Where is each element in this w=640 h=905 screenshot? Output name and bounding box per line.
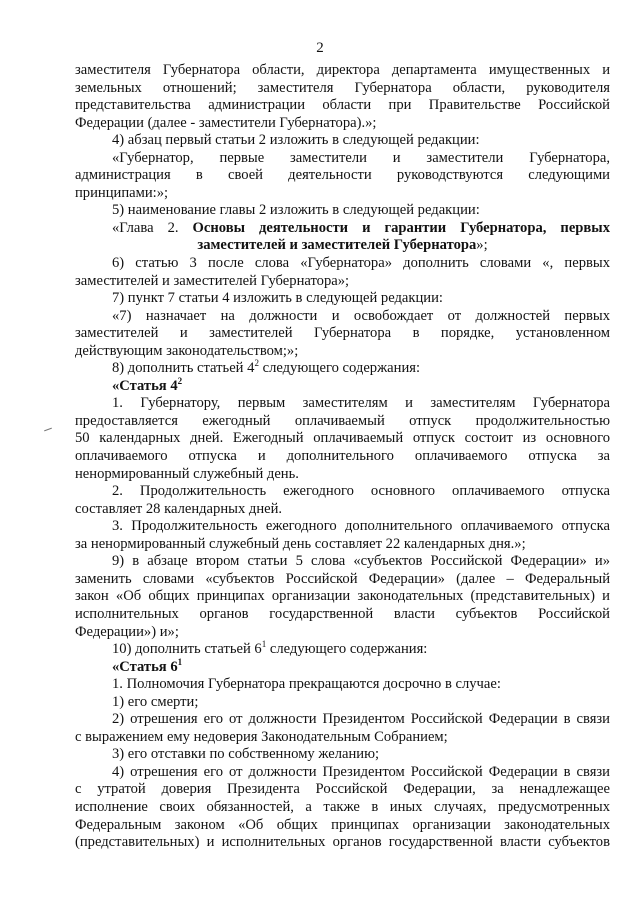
text-line: исполнительных органов государственной власти субъектов Российской <box>75 605 610 622</box>
superscript: 1 <box>177 656 183 667</box>
text-line: закон «Об общих принципах организации законодательных (представительных) и <box>75 588 610 605</box>
amendment-item-9: 9) в абзаце втором статьи 5 слова «субъектов Российской Федерации» и» <box>112 553 610 570</box>
text-line: действующим законодательством;»; <box>75 342 299 359</box>
amendment-item-4: 4) абзац первый статьи 2 изложить в следующей редакции: <box>112 132 480 149</box>
text-span: следующего содержания: <box>266 641 428 658</box>
chapter-title-bold: Основы деятельности и гарантии Губернатора, первых <box>192 219 610 236</box>
text-line: представительства администрации области при Правительстве Российской <box>75 97 610 114</box>
text-line: заместителя Губернатора области, директора департамента имущественных и <box>75 62 610 78</box>
text-line: 2. Продолжительность ежегодного основного оплачиваемого отпуска <box>112 483 610 500</box>
chapter-title-bold: заместителей и заместителей Губернатора <box>197 237 477 254</box>
amendment-item-10 <box>75 641 610 659</box>
superscript: 2 <box>254 358 259 369</box>
text-line: 3) его отставки по собственному желанию; <box>112 746 380 763</box>
text-line: с выражением ему недоверия Законодательным Собранием; <box>75 728 448 745</box>
text-line: Федерации») и»; <box>75 623 179 640</box>
text-line: 1. Губернатору, первым заместителям и заместителям Губернатора <box>112 395 610 412</box>
text-line: 50 календарных дней. Ежегодный оплачиваемый отпуск состоит из основного <box>75 430 610 447</box>
text-line: Федерации (далее - заместители Губернатора).»; <box>75 114 377 131</box>
text-line: за ненормированный служебный день составляет 22 календарных дня.»; <box>75 535 526 552</box>
text-span: следующего содержания: <box>258 360 421 377</box>
article-title: «Статья 6 <box>112 658 178 675</box>
chapter-title-line <box>75 220 610 238</box>
text-line: Федеральным законом «Об общих принципах организации законодательных <box>75 816 610 833</box>
amendment-item-5: 5) наименование главы 2 изложить в следующей редакции: <box>112 202 480 219</box>
amendment-item-6: 6) статью 3 после слова «Губернатора» дополнить словами «, первых <box>112 255 610 272</box>
superscript: 2 <box>177 375 183 386</box>
document-body <box>75 62 610 852</box>
article-heading <box>75 375 610 396</box>
text-line: 1) его смерти; <box>112 693 199 710</box>
article-title: «Статья 4 <box>112 377 178 394</box>
text-line: 3. Продолжительность ежегодного дополнительного оплачиваемого отпуска <box>112 518 610 535</box>
text-line: ненормированный служебный день. <box>75 465 299 482</box>
quote-end: »; <box>476 237 488 254</box>
chapter-prefix: «Глава 2. <box>112 219 179 236</box>
text-line: (представительных) и исполнительных органов государственной власти субъектов <box>75 834 610 851</box>
text-line: оплачиваемого отпуска и дополнительного оплачиваемого отпуска за <box>75 448 610 465</box>
superscript: 1 <box>261 639 267 650</box>
text-span: 10) дополнить статьей 6 <box>112 641 262 658</box>
text-line: с утратой доверия Президента Российской Федерации, за ненадлежащее <box>75 781 610 798</box>
text-line: предоставляется ежегодный оплачиваемый отпуск продолжительностью <box>75 412 610 429</box>
text-line: 1. Полномочия Губернатора прекращаются досрочно в случае: <box>112 676 501 693</box>
chapter-title-line <box>75 237 610 255</box>
text-span: 8) дополнить статьей 4 <box>112 360 255 377</box>
text-line: 4) отрешения его от должности Президентом Российской Федерации в связи <box>112 763 610 780</box>
margin-mark <box>44 428 52 432</box>
text-line: заместителей и заместителей Губернатора в порядке, установленном <box>75 325 610 342</box>
text-line: составляет 28 календарных дней. <box>75 500 283 517</box>
text-line: заместителей и заместителей Губернатора»; <box>75 272 350 289</box>
amendment-item-7: 7) пункт 7 статьи 4 изложить в следующей редакции: <box>112 290 443 307</box>
text-line: администрация в своей деятельности руководствуются следующими <box>75 167 610 184</box>
amendment-item-8 <box>75 360 610 378</box>
article-heading <box>75 656 610 677</box>
text-line: земельных отношений; заместителя Губернатора области, руководителя <box>75 79 610 96</box>
text-line: принципами:»; <box>75 184 169 201</box>
text-line: 2) отрешения его от должности Президентом Российской Федерации в связи <box>112 711 610 728</box>
page-number: 2 <box>316 40 324 56</box>
text-line: исполнение своих обязанностей, а также в иных случаях, предусмотренных <box>75 798 610 815</box>
text-line: заменить словами «субъектов Российской Федерации» (далее – Федеральный <box>75 570 610 587</box>
text-line: «Губернатор, первые заместители и заместители Губернатора, <box>112 149 610 166</box>
text-line: «7) назначает на должности и освобождает от должностей первых <box>112 307 610 324</box>
